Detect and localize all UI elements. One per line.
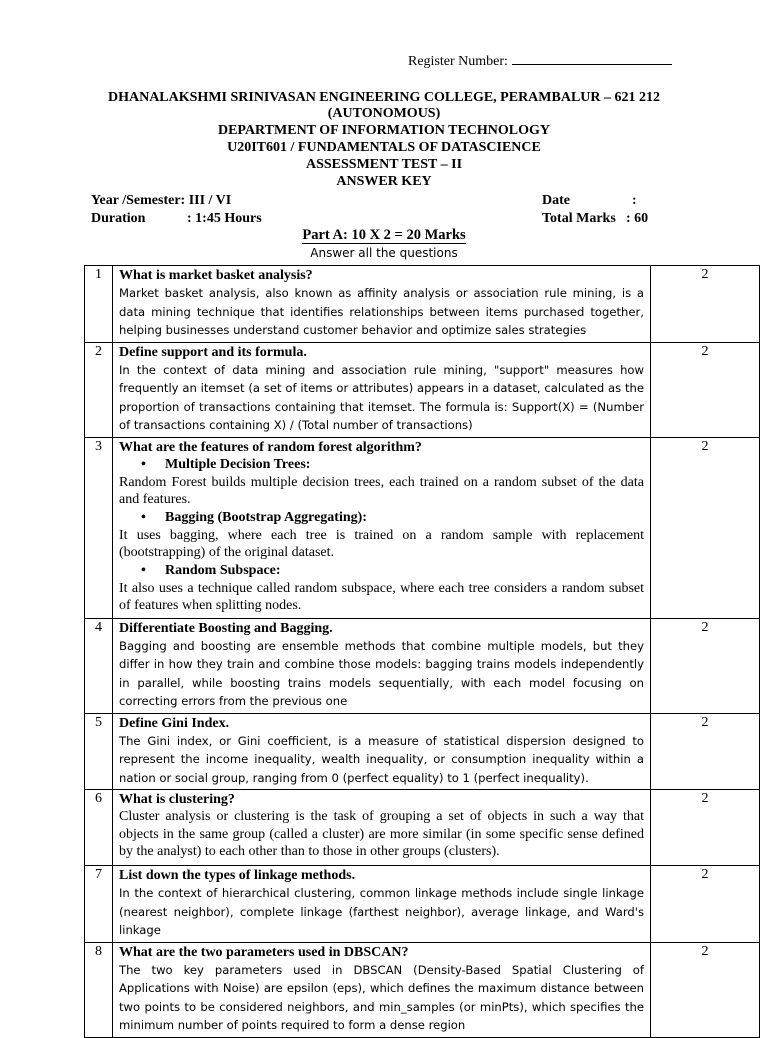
question-cell: [113, 618, 651, 713]
question-cell: [113, 342, 651, 437]
question-text: What is market basket analysis?: [119, 268, 313, 283]
duration-value: : 1:45 Hours: [187, 211, 262, 226]
feature-point-text: Random Forest builds multiple decision trees, each trained on a random subset of the data and features.: [119, 474, 644, 507]
answer-text: Market basket analysis, also known as affinity analysis or association rule mining, is a data mining technique that identifies relationships between items purchased together, helping businesses understand customer behavior and optimize sales strategies: [119, 286, 644, 337]
question-number: 5: [85, 713, 113, 790]
question-cell: [113, 266, 651, 343]
answer-text: In the context of data mining and association rule mining, "support" measures how frequently an itemset (a set of items or attributes) appears in a dataset, calculated as the proportion of transactions containing that itemset. The formula is: Support(X) = (Number of transactions containing X) / (Total number of transactions): [119, 362, 644, 432]
bullet-icon: •: [141, 509, 146, 525]
table-row: [85, 942, 760, 1037]
feature-point-title: • Bagging (Bootstrap Aggregating):: [141, 509, 367, 525]
question-number: 7: [85, 866, 113, 943]
feature-point-title: • Random Subspace:: [141, 562, 281, 578]
marks-value: 2: [651, 713, 760, 790]
marks-value: 2: [651, 437, 760, 618]
marks-value: 2: [651, 618, 760, 713]
register-number: [408, 52, 672, 70]
question-number: 4: [85, 618, 113, 713]
date: [542, 192, 637, 210]
total-marks: [542, 210, 648, 228]
question-number: 6: [85, 790, 113, 866]
marks-value: 2: [651, 342, 760, 437]
answer-text: Cluster analysis or clustering is the task of grouping a set of objects in such a way that objects in the same group (called a cluster) are more similar (in some specific sense defined by the analyst) to each other than to those in other groups (clusters).: [119, 809, 644, 859]
year-semester-value: III / VI: [188, 193, 232, 208]
table-row: [85, 266, 760, 343]
total-marks-label: Total Marks: [542, 211, 616, 226]
question-text: What are the two parameters used in DBSCAN?: [119, 944, 409, 960]
college-name: DHANALAKSHMI SRINIVASAN ENGINEERING COLLEGE, PERAMBALUR – 621 212: [107, 90, 661, 105]
feature-point-text: It uses bagging, where each tree is trained on a random sample with replacement (bootstrapping) of the original dataset.: [119, 527, 644, 560]
register-number-label: Register Number:: [408, 54, 508, 69]
questions-table: [84, 265, 760, 1038]
marks-value: 2: [651, 790, 760, 866]
question-text: What is clustering?: [119, 792, 235, 807]
document-header: [0, 89, 768, 190]
table-row: [85, 342, 760, 437]
test-title: ASSESSMENT TEST – II: [305, 157, 463, 172]
question-text: What are the features of random forest algorithm?: [119, 439, 422, 455]
course-title: U20IT601 / FUNDAMENTALS OF DATASCIENCE: [227, 140, 541, 155]
question-text: List down the types of linkage methods.: [119, 868, 356, 883]
total-marks-value: : 60: [626, 211, 649, 226]
bullet-icon: •: [141, 456, 146, 472]
autonomous-label: (AUTONOMOUS): [327, 106, 441, 121]
part-a-title: Part A: 10 X 2 = 20 Marks: [302, 227, 466, 243]
answer-text: The two key parameters used in DBSCAN (Density-Based Spatial Clustering of Applications with Noise) are epsilon (eps), which defines the maximum distance between two points to be considered neighbors, and min_samples (or minPts), which specifies the minimum number of points required to form a dense region: [119, 962, 644, 1032]
answer-text: In the context of hierarchical clustering, common linkage methods include single linkage (nearest neighbor), complete linkage (farthest neighbor), average linkage, and Ward's linkage: [119, 886, 644, 937]
feature-point-title: • Multiple Decision Trees:: [141, 456, 311, 472]
table-row: [85, 437, 760, 618]
department-name: DEPARTMENT OF INFORMATION TECHNOLOGY: [217, 123, 551, 138]
question-number: 1: [85, 266, 113, 343]
part-a-instruction: Answer all the questions: [310, 246, 458, 260]
feature-point-text: It also uses a technique called random subspace, where each tree considers a random subset of features when splitting nodes.: [119, 580, 644, 613]
question-cell: [113, 713, 651, 790]
answer-key-title: ANSWER KEY: [336, 174, 432, 189]
table-row: [85, 713, 760, 790]
table-row: [85, 790, 760, 866]
register-number-blank: [512, 52, 672, 65]
question-number: 8: [85, 942, 113, 1037]
date-label: Date: [542, 193, 570, 208]
year-semester-label: Year /Semester:: [91, 193, 186, 208]
question-number: 3: [85, 437, 113, 618]
bullet-icon: •: [141, 562, 146, 578]
marks-value: 2: [651, 266, 760, 343]
date-value: :: [632, 193, 637, 208]
answer-text: Bagging and boosting are ensemble methods that combine multiple models, but they differ in how they train and combine those models: bagging trains models independently in parallel, while boosting trains models sequentially, with each model focusing on correcting errors from the previous one: [119, 638, 644, 708]
year-semester: [91, 192, 231, 210]
question-text: Define support and its formula.: [119, 344, 307, 360]
table-row: [85, 866, 760, 943]
question-number: 2: [85, 342, 113, 437]
question-text: Define Gini Index.: [119, 715, 230, 731]
marks-value: 2: [651, 942, 760, 1037]
duration-label: Duration: [91, 211, 146, 226]
answer-text: The Gini index, or Gini coefficient, is a measure of statistical dispersion designed to represent the income inequality, wealth inequality, or consumption inequality within a nation or social group, ranging from 0 (perfect equality) to 1 (perfect inequality).: [119, 733, 644, 785]
question-text: Differentiate Boosting and Bagging.: [119, 620, 333, 636]
marks-value: 2: [651, 866, 760, 943]
question-cell: [113, 942, 651, 1037]
duration: [91, 210, 262, 228]
question-cell: [113, 866, 651, 943]
question-cell: [113, 790, 651, 866]
question-cell: [113, 437, 651, 618]
table-row: [85, 618, 760, 713]
